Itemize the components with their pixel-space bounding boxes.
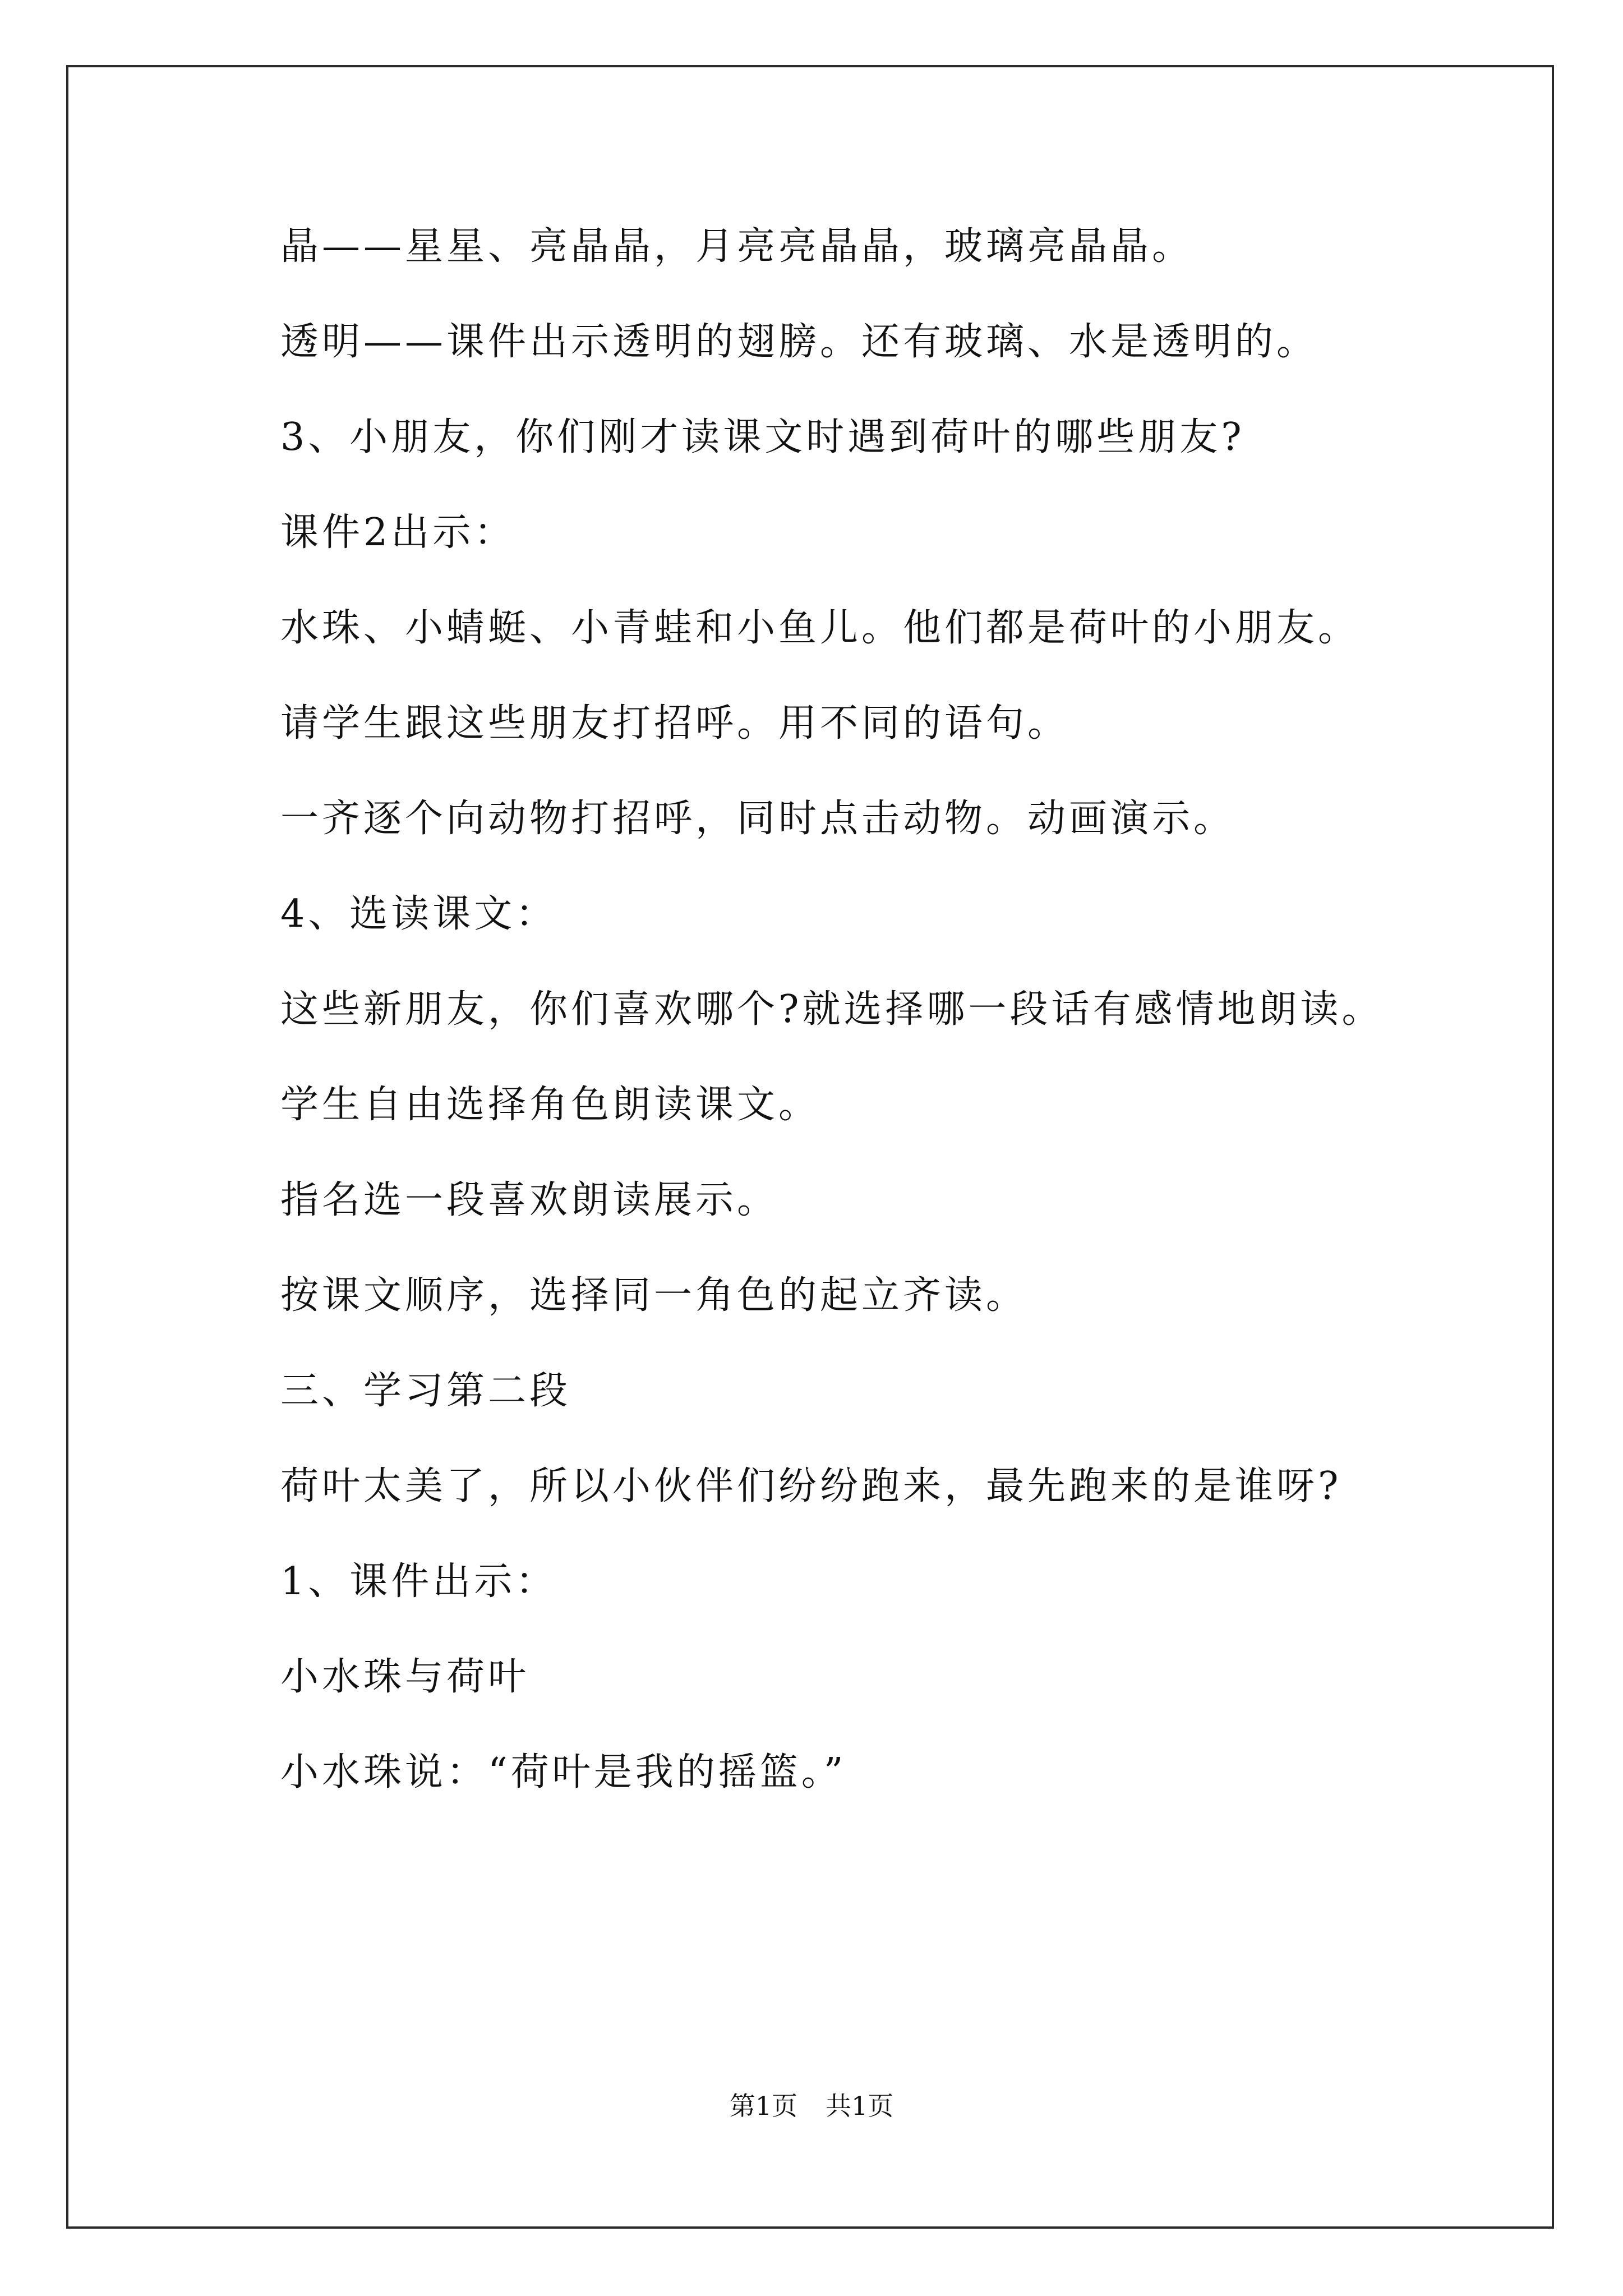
page-border — [66, 65, 1554, 2229]
paragraph: 课件2出示： — [280, 510, 516, 555]
paragraph: 3、小朋友，你们刚才读课文时遇到荷叶的哪些朋友? — [280, 415, 1245, 459]
paragraph: 荷叶太美了，所以小伙伴们纷纷跑来，最先跑来的是谁呀? — [280, 1464, 1342, 1508]
paragraph: 指名选一段喜欢朗读展示。 — [280, 1178, 779, 1222]
paragraph: 一齐逐个向动物打招呼，同时点击动物。动画演示。 — [280, 797, 1235, 841]
page-number-total: 共1页 — [826, 2091, 894, 2121]
paragraph: 水珠、小蜻蜓、小青蛙和小鱼儿。他们都是荷叶的小朋友。 — [280, 606, 1360, 650]
paragraph: 学生自由选择角色朗读课文。 — [280, 1083, 820, 1127]
paragraph: 按课文顺序，选择同一角色的起立齐读。 — [280, 1273, 1028, 1318]
paragraph: 1、课件出示： — [280, 1559, 557, 1604]
page-number-current: 第1页 — [729, 2091, 797, 2121]
paragraph: 透明——课件出示透明的翅膀。还有玻璃、水是透明的。 — [280, 320, 1318, 364]
paragraph: 小水珠与荷叶 — [280, 1655, 530, 1699]
paragraph: 晶——星星、亮晶晶，月亮亮晶晶，玻璃亮晶晶。 — [280, 224, 1194, 269]
section-heading: 三、学习第二段 — [280, 1369, 571, 1413]
paragraph: 小水珠说：“荷叶是我的摇篮。” — [280, 1750, 847, 1795]
page-footer — [0, 2089, 1623, 2123]
paragraph: 4、选读课文： — [280, 892, 557, 936]
paragraph: 这些新朋友，你们喜欢哪个?就选择哪一段话有感情地朗读。 — [280, 987, 1384, 1032]
paragraph: 请学生跟这些朋友打招呼。用不同的语句。 — [280, 701, 1069, 746]
